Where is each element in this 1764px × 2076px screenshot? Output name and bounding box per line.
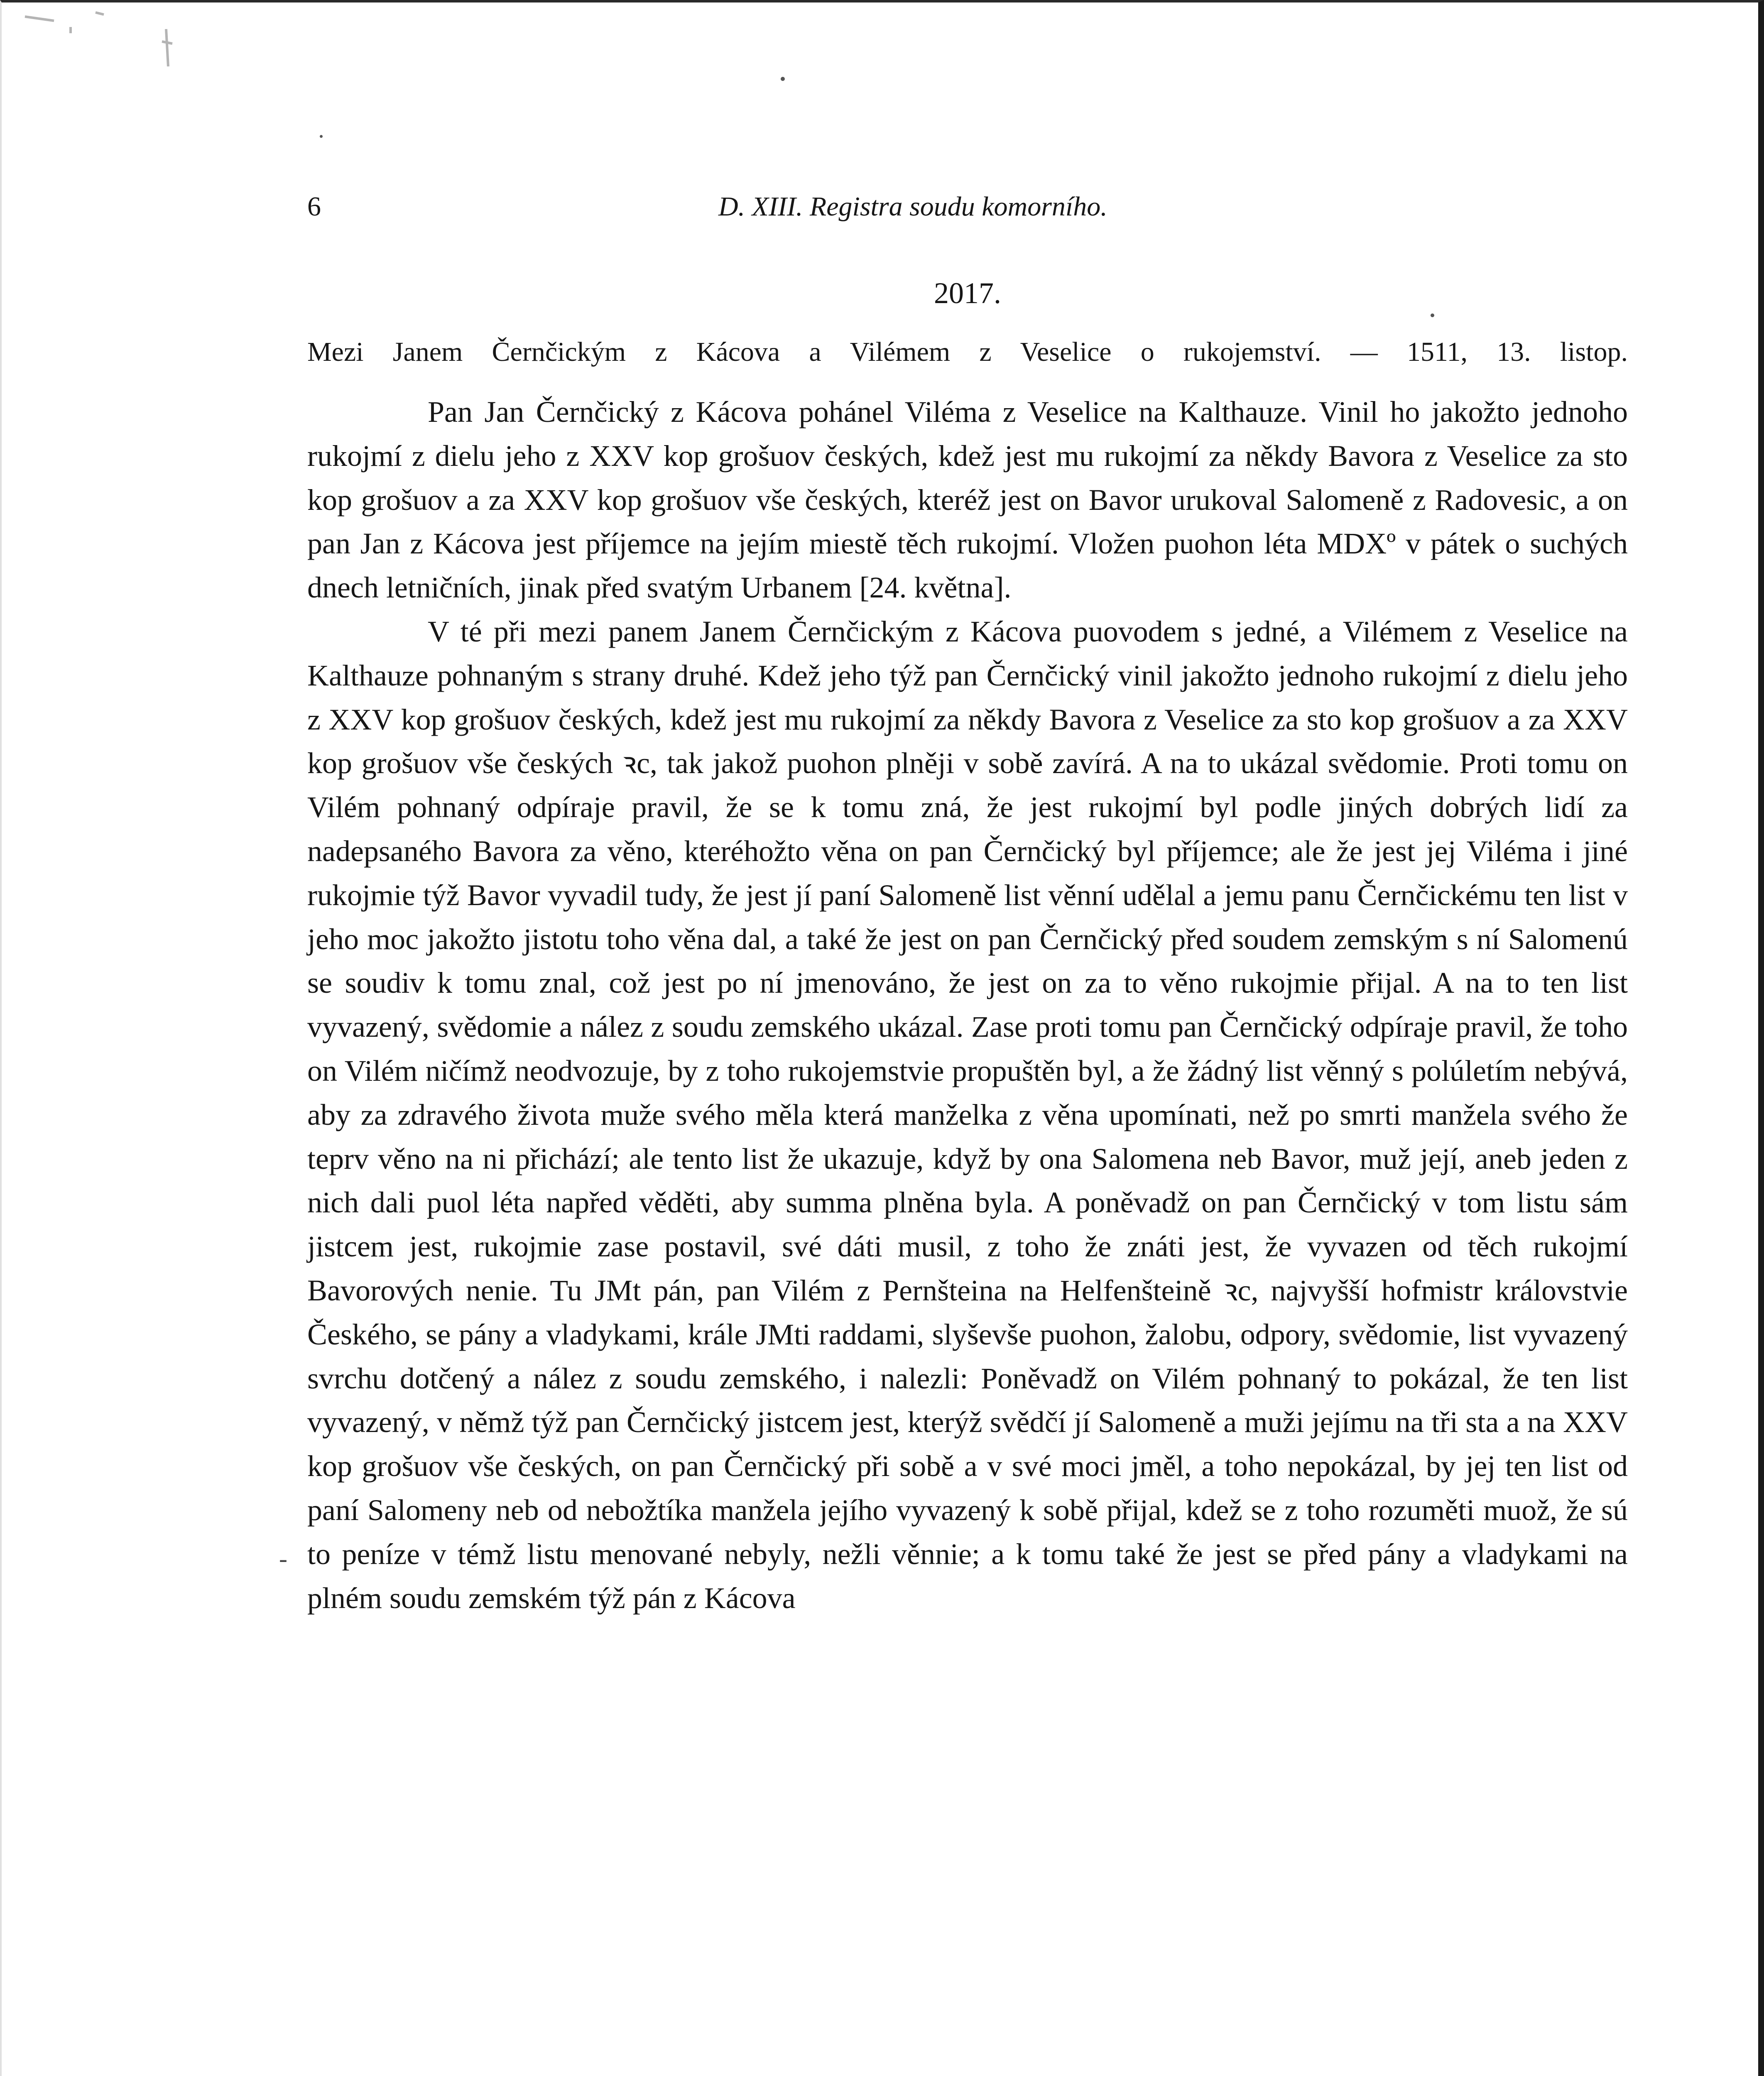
document-body (307, 390, 1628, 1620)
record-number: 2017. (934, 277, 1001, 310)
paragraph: Pan Jan Černčický z Kácova pohánel Viléma z Veselice na Kalthauze. Vinil ho jakožto jednoho rukojmí z dielu jeho z XXV kop grošuov českých, kdež jest mu rukojmí za někdy Bavora z Veselice za sto kop grošuov a za XXV kop grošuov vše českých, kteréž jest on Bavor urukoval Salomeně z Radovesic, a on pan Jan z Kácova jest příjemce na jejím miestě těch rukojmí. Vložen puohon léta MDXº v pátek o suchých dnech letničních, jinak před svatým Urbanem [24. května]. (307, 395, 1628, 605)
paragraph: V té při mezi panem Janem Černčickým z Kácova puovodem s jedné, a Vilémem z Veselice na Kalthauze pohnaným s strany druhé. Kdež jeho týž pan Černčický vinil jakožto jednoho rukojmí z dielu jeho z XXV kop grošuov českých, kdež jest mu rukojmí za někdy Bavora z Veselice za sto kop grošuov a za XXV kop grošuov vše českých ꝛc, tak jakož puohon plněji v sobě zavírá. A na to ukázal svědomie. Proti tomu on Vilém pohnaný odpíraje pravil, že se k tomu zná, že jest rukojmí byl podle jiných dobrých lidí za nadepsaného Bavora za věno, kteréhožto věna on pan Černčický byl příjemce; ale že jest jej Viléma i jiné rukojmie týž Bavor vyvadil tudy, že jest jí paní Salomeně list věnní udělal a jemu panu Černčickému ten list v jeho moc jakožto jistotu toho věna dal, a také že jest on pan Černčický před soudem zemským s ní Salomenú se soudiv k tomu znal, což jest po ní jmenováno, že jest on za to věno rukojmie přijal. A na to ten list vyvazený, svědomie a nález z soudu zemského ukázal. Zase proti tomu pan Černčický odpíraje pravil, že toho on Vilém ničímž neodvozuje, by z toho rukojemstvie propuštěn byl, a že žádný list věnný s polúletím nebývá, aby za zdravého života muže svého měla která manželka z věna upomínati, než po smrti manžela svého že teprv věno na ni přichází; ale tento list že ukazuje, když by ona Salomena neb Bavor, muž její, aneb jeden z nich dali puol léta napřed věděti, aby summa plněna byla. A poněvadž on pan Černčický v tom listu sám jistcem jest, rukojmie zase postavil, své dáti musil, z toho že znáti jest, že vyvazen od těch rukojmí Bavorových nenie. Tu JMt pán, pan Vilém z Pernšteina na Helfenšteině ꝛc, najvyšší hofmistr královstvie Českého, se pány a vladykami, krále JMti raddami, slyševše puohon, žalobu, odpory, svědomie, list vyvazený svrchu dotčený a nález z soudu zemského, i nalezli: Poněvadž on Vilém pohnaný to pokázal, že ten list vyvazený, v němž týž pan Černčický jistcem jest, kterýž svědčí jí Salomeně a muži jejímu na tři sta a na XXV kop grošuov vše českých, on pan Černčický při sobě a v své moci jměl, a toho nepokázal, by jej ten list od paní Salomeny neb od nebožtíka manžela jejího vyvazený k sobě přijal, kdež se z toho rozuměti muož, že sú to peníze v témž listu menované nebyly, nežli věnnie; a k tomu také že jest se před pány a vladykami na plném soudu zemském týž pán z Kácova (307, 614, 1628, 1615)
page-number: 6 (307, 191, 321, 222)
record-summary: Mezi Janem Černčickým z Kácova a Vilémem z Veselice o rukojemství. — 1511, 13. listop. (307, 337, 1628, 367)
stray-dot (320, 135, 323, 138)
running-title: D. XIII. Registra soudu komorního. (718, 191, 1107, 222)
stray-dot (781, 77, 785, 81)
page-header (307, 191, 1628, 237)
margin-mark: ‐ (279, 1545, 287, 1572)
scan-corner-mark (8, 4, 183, 66)
stray-dot (1431, 313, 1434, 317)
